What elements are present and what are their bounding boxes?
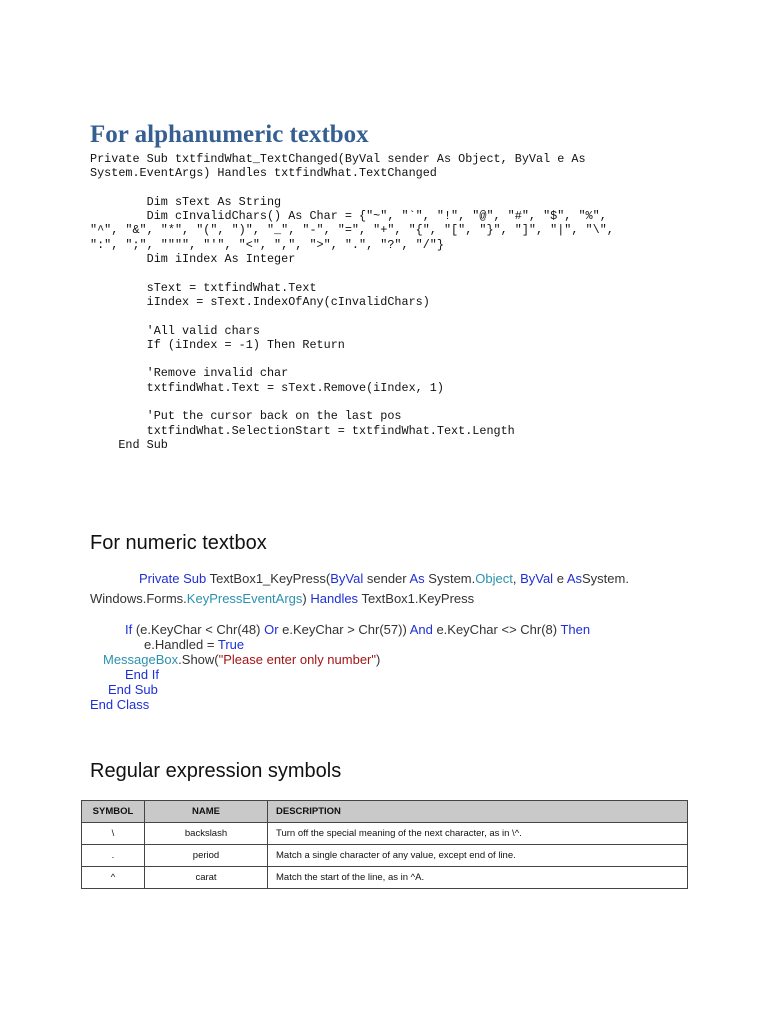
code-token: Private Sub xyxy=(139,571,207,586)
code-line: iIndex = sText.IndexOfAny(cInvalidChars) xyxy=(90,294,430,309)
heading-regex: Regular expression symbols xyxy=(90,760,342,782)
code-line: Dim cInvalidChars() As Char = {"~", "`", "!", "@", "#", "$", "%", xyxy=(90,209,607,224)
cell-description: Match a single character of any value, except end of line. xyxy=(268,845,688,867)
regex-symbols-table xyxy=(81,800,688,889)
code-line xyxy=(125,667,159,682)
code-line: txtfindWhat.SelectionStart = txtfindWhat.Text.Length xyxy=(90,423,515,438)
code-token: sender xyxy=(363,571,410,586)
code-line: 'Put the cursor back on the last pos xyxy=(90,409,402,424)
header-description: DESCRIPTION xyxy=(268,801,688,823)
code-line: txtfindWhat.Text = sText.Remove(iIndex, 1) xyxy=(90,380,444,395)
cell-name: backslash xyxy=(145,823,268,845)
code-token: KeyPressEventArgs xyxy=(186,591,303,606)
code-token: , xyxy=(512,571,521,586)
code-token: Object xyxy=(475,571,513,586)
code-line xyxy=(90,266,614,280)
cell-name: carat xyxy=(145,867,268,889)
cell-description: Match the start of the line, as in ^A. xyxy=(268,867,688,889)
code-token: System. xyxy=(424,571,476,586)
code-token: End If xyxy=(125,667,159,682)
code-line: Dim iIndex As Integer xyxy=(90,252,296,267)
cell-symbol: . xyxy=(82,845,145,867)
code-line xyxy=(90,181,614,195)
code-token: TextBox1.KeyPress xyxy=(358,591,475,606)
code-token: TextBox1_KeyPress( xyxy=(206,571,331,586)
code-line: "^", "&", "*", "(", ")", "_", "-", "=", "+", "{", "[", "}", "]", "|", "\", xyxy=(90,223,614,238)
code-token: As xyxy=(409,571,425,586)
code-line: 'Remove invalid char xyxy=(90,366,289,381)
code-line xyxy=(90,309,614,323)
code-token: And xyxy=(409,622,433,637)
code-line xyxy=(125,622,590,637)
code-line xyxy=(103,652,380,667)
code-token: ) xyxy=(376,652,381,667)
code-token: .Show( xyxy=(178,652,219,667)
code-token: Or xyxy=(264,622,279,637)
code-token: Windows.Forms. xyxy=(90,591,187,606)
cell-name: period xyxy=(145,845,268,867)
code-token: Handles xyxy=(310,591,359,606)
cell-description: Turn off the special meaning of the next character, as in \^. xyxy=(268,823,688,845)
code-line xyxy=(90,352,614,366)
code-token: e.KeyChar <> Chr(8) xyxy=(432,622,561,637)
table-row xyxy=(82,845,688,867)
code-token: Then xyxy=(560,622,591,637)
code-token: ByVal xyxy=(330,571,364,586)
code-line: 'All valid chars xyxy=(90,323,260,338)
code-token: ) xyxy=(302,591,311,606)
code-line xyxy=(108,682,158,697)
code-token: System. xyxy=(582,571,629,586)
table-row xyxy=(82,823,688,845)
code-token: As xyxy=(566,571,582,586)
code-token: "Please enter only number" xyxy=(218,652,376,667)
code-line: If (iIndex = -1) Then Return xyxy=(90,337,345,352)
code-token: End Class xyxy=(90,697,150,712)
heading-alphanumeric: For alphanumeric textbox xyxy=(90,121,369,148)
code-token: e.KeyChar > Chr(57)) xyxy=(278,622,410,637)
header-name: NAME xyxy=(145,801,268,823)
code-line: Dim sText As String xyxy=(90,194,282,209)
code-line: System.EventArgs) Handles txtfindWhat.TextChanged xyxy=(90,166,437,181)
code-line: ":", ";", """", "'", "<", ",", ">", ".", "?", "/"} xyxy=(90,237,444,252)
heading-numeric: For numeric textbox xyxy=(90,532,267,554)
cell-symbol: ^ xyxy=(82,867,145,889)
code-line: End Sub xyxy=(90,437,168,452)
code-token: ByVal xyxy=(520,571,554,586)
code-line xyxy=(139,571,629,586)
code-line xyxy=(90,697,149,712)
code-token: MessageBox xyxy=(103,652,179,667)
table-header-row xyxy=(82,801,688,823)
code-token: True xyxy=(217,637,245,652)
alphanumeric-code-block xyxy=(90,152,614,452)
code-line: sText = txtfindWhat.Text xyxy=(90,280,317,295)
code-line xyxy=(90,591,474,606)
code-token: End Sub xyxy=(108,682,158,697)
code-line xyxy=(90,395,614,409)
code-token: If xyxy=(125,622,133,637)
table-row xyxy=(82,867,688,889)
header-symbol: SYMBOL xyxy=(82,801,145,823)
cell-symbol: \ xyxy=(82,823,145,845)
code-line xyxy=(144,637,244,652)
code-token: (e.KeyChar < Chr(48) xyxy=(132,622,265,637)
code-line: Private Sub txtfindWhat_TextChanged(ByVal sender As Object, ByVal e As xyxy=(90,152,586,166)
code-token: e.Handled = xyxy=(144,637,218,652)
code-token: e xyxy=(553,571,567,586)
